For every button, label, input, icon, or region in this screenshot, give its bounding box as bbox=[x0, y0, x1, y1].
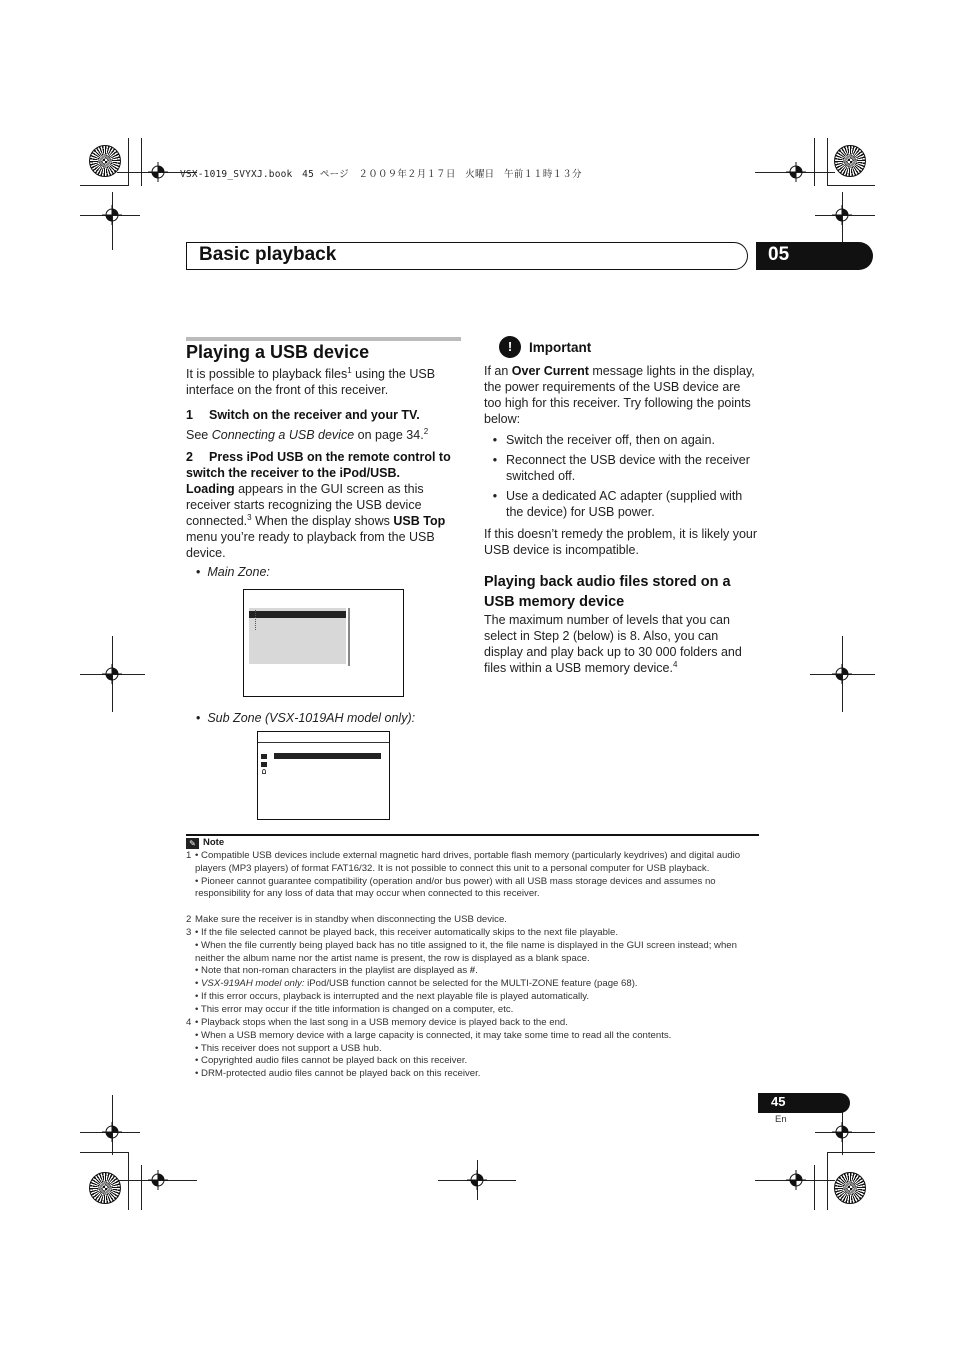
footnote-2: Make sure the receiver is in standby when disconnecting the USB device. bbox=[195, 914, 507, 925]
registration-crosshair-icon bbox=[102, 1122, 122, 1142]
notes-title: Note bbox=[203, 837, 225, 848]
footnote-ref: 2 bbox=[423, 427, 429, 436]
footnote-1: • Compatible USB devices include external magnetic hard drives, portable flash memory (particularly keydrives) and digital audio players (MP3 players) of format FAT16/32. It is not possible to connect this unit to a personal computer for USB playback. • Pioneer cannot guarantee compatibility (operation and/or bus power) with all USB mass storage devices and assumes no responsibility for any loss of data that may occur when connected to this receiver. bbox=[195, 850, 741, 900]
registration-crosshair-icon bbox=[786, 162, 806, 182]
footnote-ref: 3 bbox=[247, 513, 252, 522]
gui-highlight-row bbox=[249, 611, 346, 618]
step-1-text: See Connecting a USB device on page 34.$^2$ bbox=[186, 427, 429, 442]
footnote-number: 2 bbox=[186, 914, 192, 925]
color-target-icon bbox=[834, 145, 866, 177]
gui-highlight-row bbox=[274, 753, 381, 759]
color-target-icon bbox=[89, 1172, 121, 1204]
registration-crosshair-icon bbox=[832, 664, 852, 684]
registration-crosshair-icon bbox=[832, 205, 852, 225]
bullet-item: • Switch the receiver off, then on again. bbox=[492, 433, 715, 447]
step-1: 1 Switch on the receiver and your TV. bbox=[186, 408, 420, 422]
gui-scrollbar bbox=[348, 608, 350, 666]
footnote-number: 1 bbox=[186, 850, 192, 861]
registration-crosshair-icon bbox=[786, 1170, 806, 1190]
intro-paragraph: It is possible to playback files$^1$ using the USB interface on the front of this receiver. bbox=[186, 366, 436, 397]
footnote-ref: 1 bbox=[347, 366, 352, 375]
footnote-number: 3 bbox=[186, 927, 192, 938]
registration-crosshair-icon bbox=[467, 1170, 487, 1190]
section-rule bbox=[186, 337, 461, 341]
registration-crosshair-icon bbox=[832, 1122, 852, 1142]
registration-crosshair-icon bbox=[148, 1170, 168, 1190]
registration-crosshair-icon bbox=[148, 162, 168, 182]
subsection-paragraph: The maximum number of levels that you can select in Step 2 (below) is 8. Also, you can display and play back up to 30 000 folders and files within a USB memory device.$^4$ bbox=[484, 613, 742, 675]
bullet-item: • Reconnect the USB device with the receiver switched off. bbox=[492, 453, 750, 483]
footnote-ref: 4 bbox=[672, 660, 678, 669]
note-pencil-icon: ✎ bbox=[186, 838, 199, 849]
footnote-number: 4 bbox=[186, 1017, 192, 1028]
language-code: En bbox=[775, 1114, 787, 1125]
folder-icon bbox=[261, 754, 267, 759]
color-target-icon bbox=[89, 145, 121, 177]
registration-crosshair-icon bbox=[102, 664, 122, 684]
important-title: Important bbox=[529, 340, 592, 355]
sub-zone-gui-screen bbox=[257, 731, 390, 820]
bullet-item: • Use a dedicated AC adapter (supplied with the device) for USB power. bbox=[492, 489, 743, 519]
registration-crosshair-icon bbox=[102, 205, 122, 225]
important-bullets bbox=[484, 432, 759, 520]
subsection-heading: Playing back audio files stored on a USB memory device bbox=[484, 574, 731, 610]
folder-icon bbox=[261, 762, 267, 767]
section-heading: Playing a USB device bbox=[186, 342, 370, 362]
gui-list-icons bbox=[255, 610, 259, 630]
page-number: 45 bbox=[771, 1094, 786, 1109]
back-icon bbox=[262, 769, 266, 774]
step-2-text: Loading appears in the GUI screen as this receiver starts recognizing the USB device connected.$^3$ When the display shows USB Top menu you’re ready to playback from the USB device. bbox=[186, 482, 446, 560]
footnote-3: • If the file selected cannot be played back, this receiver automatically skips to the next file playable. • When the file currently being played back has no title assigned to it, the file name is displayed in the GUI screen instead; when neither the album name nor the artist name is present, the row is displayed as a blank space. • Note that non-roman characters in the playlist are displayed as #. • VSX-919AH model only: iPod/USB function cannot be selected for the MULTI-ZONE feature (page 68). • If this error occurs, playback is interrupted and the next playable file is played automatically. • This error may occur if the title information is changed on a computer, etc. bbox=[195, 927, 737, 1015]
chapter-number: 05 bbox=[768, 244, 790, 265]
important-paragraph: If an Over Current message lights in the display, the power requirements of the USB device are too high for this receiver. Try following the points below: bbox=[484, 364, 755, 426]
color-target-icon bbox=[834, 1172, 866, 1204]
notes-rule bbox=[186, 834, 759, 836]
gui-title-rule bbox=[258, 742, 389, 743]
footnote-4: • Playback stops when the last song in a USB memory device is played back to the end. • When a USB memory device with a large capacity is connected, it may take some time to read all the contents. • This receiver does not support a USB hub. • Copyrighted audio files cannot be played back on this receiver. • DRM-protected audio files cannot be played back on this receiver. bbox=[195, 1017, 672, 1080]
main-zone-gui-screen bbox=[243, 589, 404, 697]
important-footer-paragraph: If this doesn’t remedy the problem, it is likely your USB device is incompatible. bbox=[484, 527, 758, 557]
sub-zone-item: • Sub Zone (VSX-1019AH model only): bbox=[196, 711, 416, 725]
print-slug: VSX-1019_SVYXJ.book 45 ページ ２００９年２月１７日 火曜日 午前１１時１３分 bbox=[180, 169, 582, 180]
step-2: 2 Press iPod USB on the remote control to switch the receiver to the iPod/USB. bbox=[186, 450, 451, 480]
chapter-title: Basic playback bbox=[199, 244, 337, 265]
important-icon: ! bbox=[499, 336, 521, 358]
main-zone-item: • Main Zone: bbox=[196, 565, 270, 579]
